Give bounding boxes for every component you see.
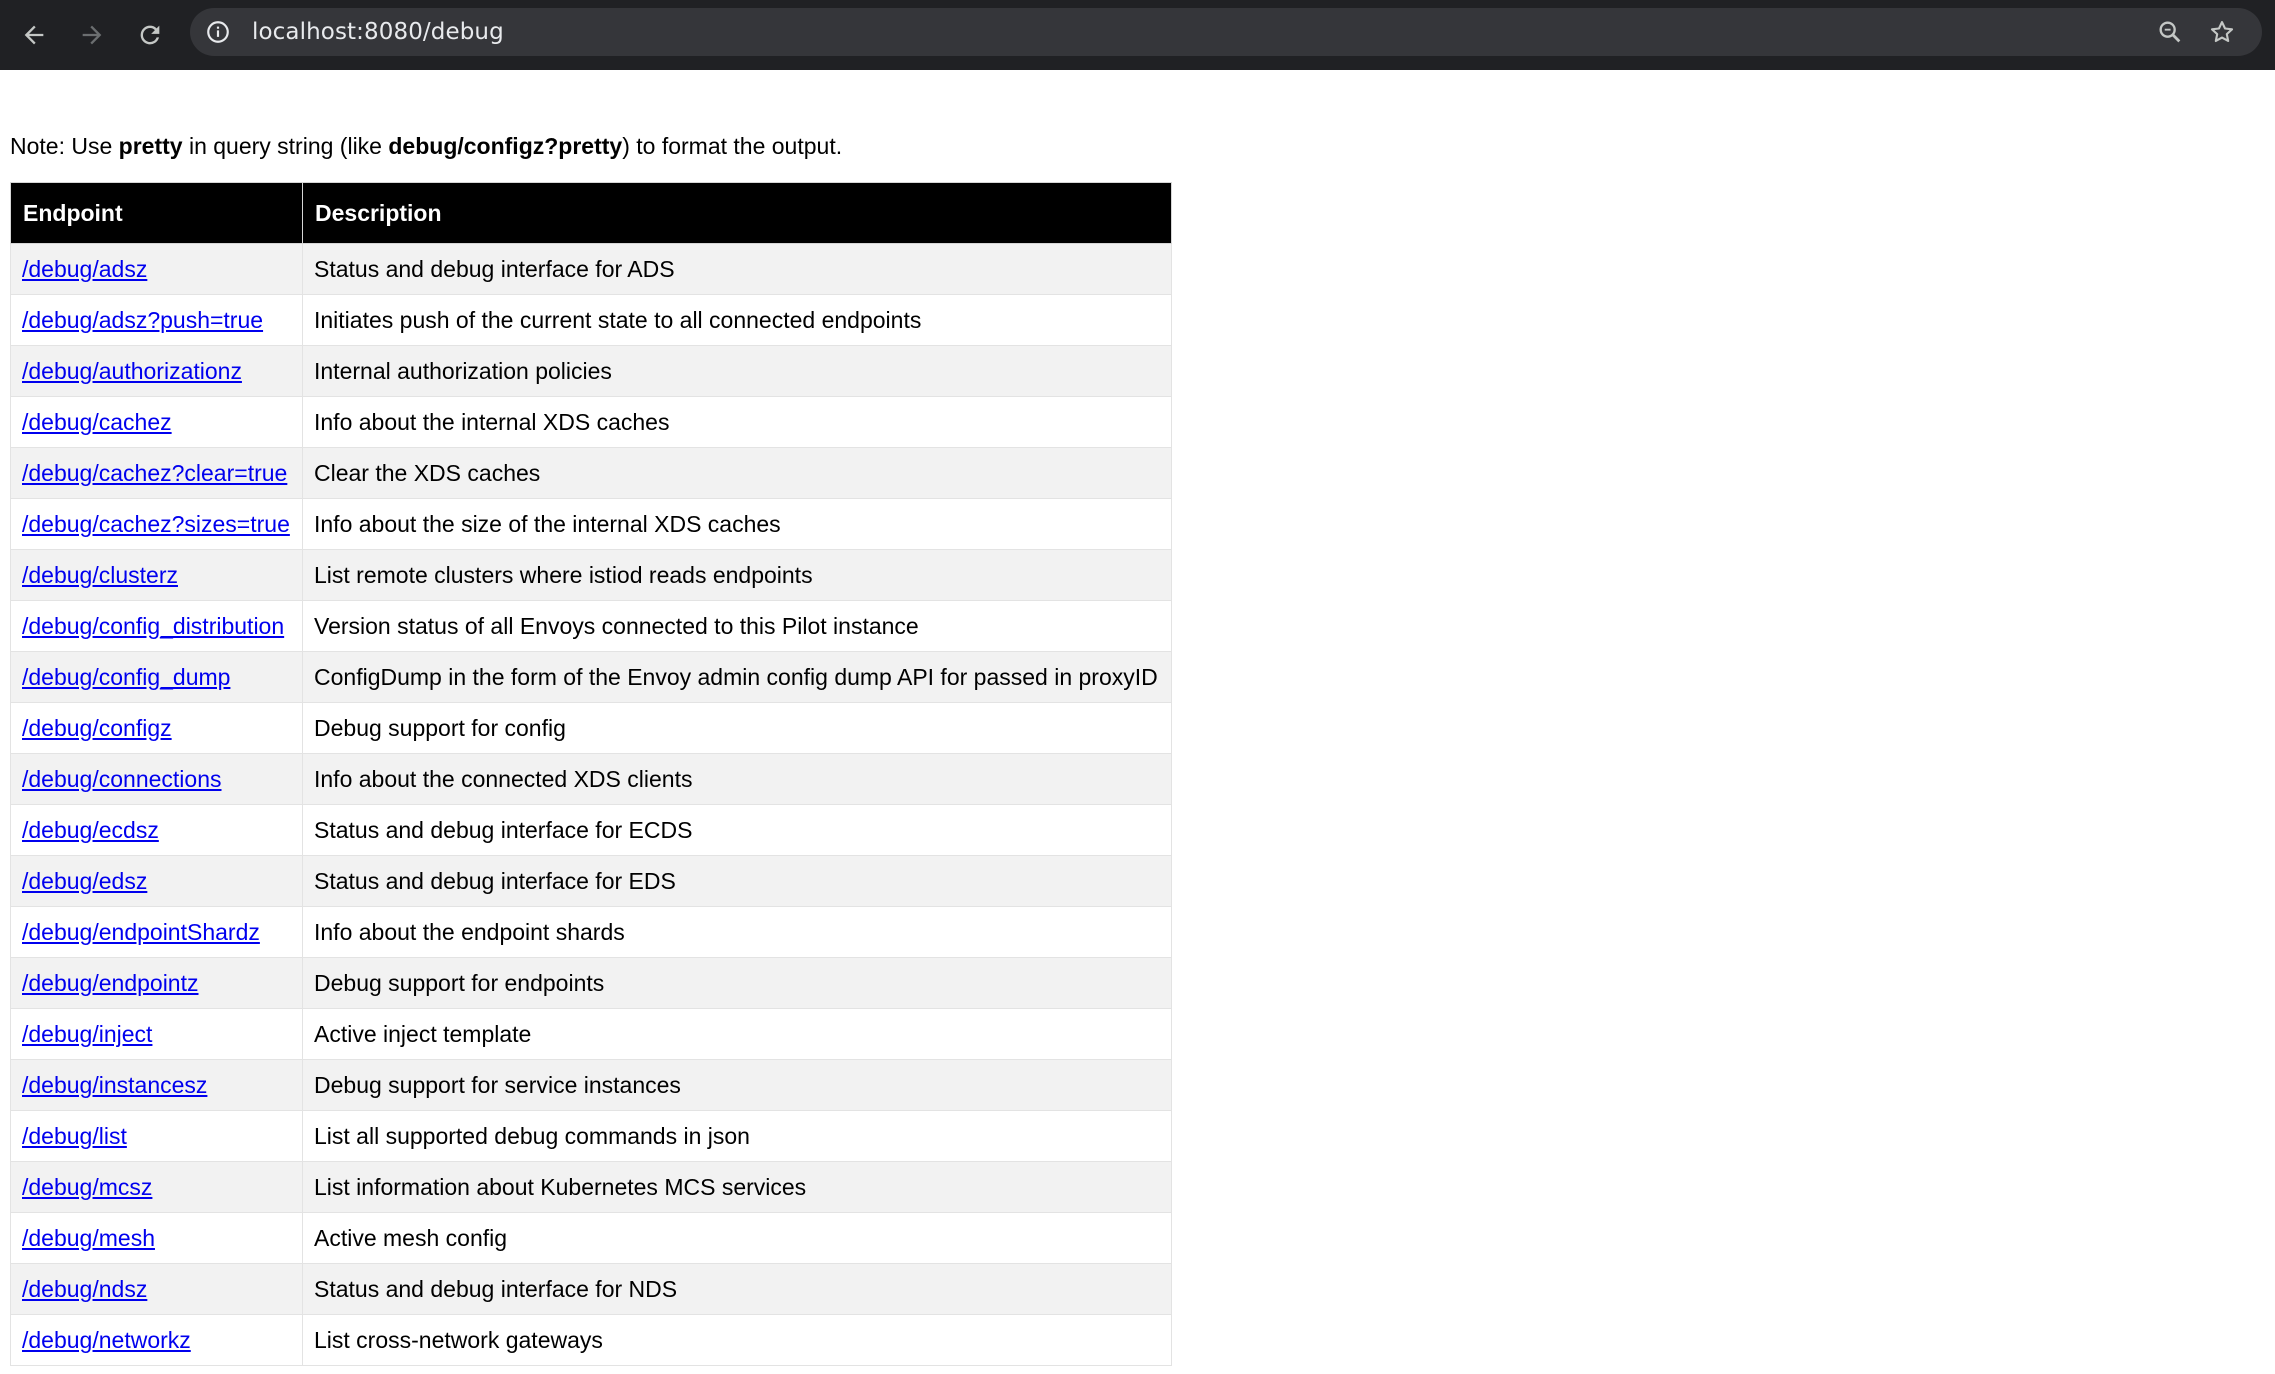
endpoint-link[interactable]: /debug/mcsz (22, 1173, 153, 1200)
description-cell: Active mesh config (303, 1213, 1172, 1264)
description-cell: Info about the size of the internal XDS caches (303, 499, 1172, 550)
description-cell: Version status of all Envoys connected to this Pilot instance (303, 601, 1172, 652)
description-cell: Info about the endpoint shards (303, 907, 1172, 958)
table-row (11, 550, 1172, 601)
endpoint-cell (11, 652, 303, 703)
description-cell: Debug support for service instances (303, 1060, 1172, 1111)
table-row (11, 805, 1172, 856)
endpoint-link[interactable]: /debug/ecdsz (22, 816, 159, 843)
description-cell: Clear the XDS caches (303, 448, 1172, 499)
table-row (11, 346, 1172, 397)
description-cell: Status and debug interface for EDS (303, 856, 1172, 907)
endpoint-link[interactable]: /debug/edsz (22, 867, 148, 894)
description-cell: Active inject template (303, 1009, 1172, 1060)
table-row (11, 958, 1172, 1009)
table-row (11, 1009, 1172, 1060)
header-endpoint: Endpoint (11, 183, 303, 244)
note-bold-pretty: pretty (118, 133, 183, 159)
endpoint-cell (11, 448, 303, 499)
endpoint-cell (11, 1111, 303, 1162)
table-row (11, 1162, 1172, 1213)
description-cell: ConfigDump in the form of the Envoy admin config dump API for passed in proxyID (303, 652, 1172, 703)
endpoint-cell (11, 1315, 303, 1366)
table-row (11, 601, 1172, 652)
endpoint-cell (11, 244, 303, 295)
table-row (11, 1213, 1172, 1264)
endpoint-link[interactable]: /debug/ndsz (22, 1275, 148, 1302)
table-row (11, 244, 1172, 295)
endpoint-link[interactable]: /debug/adsz (22, 255, 148, 282)
endpoint-cell (11, 397, 303, 448)
description-cell: Debug support for config (303, 703, 1172, 754)
description-cell: Status and debug interface for ECDS (303, 805, 1172, 856)
endpoint-link[interactable]: /debug/cachez?sizes=true (22, 510, 290, 537)
endpoint-link[interactable]: /debug/networkz (22, 1326, 191, 1353)
table-row (11, 856, 1172, 907)
arrow-left-icon (20, 21, 48, 49)
endpoint-cell (11, 856, 303, 907)
table-row (11, 397, 1172, 448)
endpoint-link[interactable]: /debug/list (22, 1122, 127, 1149)
endpoint-link[interactable]: /debug/adsz?push=true (22, 306, 264, 333)
address-bar[interactable] (190, 8, 2262, 56)
usage-note (10, 132, 842, 160)
table-row (11, 499, 1172, 550)
description-cell: Status and debug interface for NDS (303, 1264, 1172, 1315)
endpoint-link[interactable]: /debug/authorizationz (22, 357, 242, 384)
table-body (11, 244, 1172, 1366)
endpoint-cell (11, 703, 303, 754)
note-suffix: ) to format the output. (622, 133, 843, 159)
description-cell: Info about the internal XDS caches (303, 397, 1172, 448)
description-cell: Status and debug interface for ADS (303, 244, 1172, 295)
table-row (11, 295, 1172, 346)
star-icon (2208, 18, 2236, 46)
endpoint-cell (11, 1060, 303, 1111)
bookmark-button[interactable] (2200, 10, 2244, 54)
description-cell: List cross-network gateways (303, 1315, 1172, 1366)
url-text[interactable]: localhost:8080/debug (252, 19, 504, 45)
description-cell: List information about Kubernetes MCS services (303, 1162, 1172, 1213)
note-bold-example: debug/configz?pretty (388, 133, 623, 159)
zoom-icon (2156, 18, 2184, 46)
description-cell: Debug support for endpoints (303, 958, 1172, 1009)
browser-toolbar (0, 0, 2275, 70)
endpoint-link[interactable]: /debug/config_dump (22, 663, 231, 690)
table-row (11, 652, 1172, 703)
endpoint-cell (11, 1162, 303, 1213)
table-row (11, 703, 1172, 754)
note-middle: in query string (like (182, 133, 389, 159)
endpoint-cell (11, 754, 303, 805)
table-row (11, 1111, 1172, 1162)
endpoint-cell (11, 1213, 303, 1264)
endpoint-link[interactable]: /debug/connections (22, 765, 222, 792)
forward-button[interactable] (70, 13, 114, 57)
description-cell: Initiates push of the current state to all connected endpoints (303, 295, 1172, 346)
description-cell: Internal authorization policies (303, 346, 1172, 397)
endpoint-link[interactable]: /debug/endpointz (22, 969, 199, 996)
site-info-button[interactable] (196, 10, 240, 54)
endpoint-cell (11, 907, 303, 958)
endpoint-link[interactable]: /debug/cachez (22, 408, 172, 435)
table-row (11, 754, 1172, 805)
endpoint-cell (11, 1009, 303, 1060)
table-row (11, 1060, 1172, 1111)
endpoint-cell (11, 805, 303, 856)
endpoint-link[interactable]: /debug/config_distribution (22, 612, 285, 639)
endpoint-cell (11, 295, 303, 346)
endpoint-cell (11, 958, 303, 1009)
endpoint-link[interactable]: /debug/clusterz (22, 561, 178, 588)
endpoint-link[interactable]: /debug/configz (22, 714, 172, 741)
endpoints-table (10, 182, 1172, 1366)
table-row (11, 907, 1172, 958)
endpoint-cell (11, 346, 303, 397)
endpoint-link[interactable]: /debug/instancesz (22, 1071, 208, 1098)
table-row (11, 1315, 1172, 1366)
back-button[interactable] (12, 13, 56, 57)
description-cell: List remote clusters where istiod reads endpoints (303, 550, 1172, 601)
description-cell: List all supported debug commands in json (303, 1111, 1172, 1162)
arrow-right-icon (78, 21, 106, 49)
endpoint-cell (11, 550, 303, 601)
endpoint-cell (11, 499, 303, 550)
info-icon (205, 19, 231, 45)
endpoint-link[interactable]: /debug/cachez?clear=true (22, 459, 288, 486)
endpoint-link[interactable]: /debug/inject (22, 1020, 153, 1047)
reload-button[interactable] (128, 13, 172, 57)
table-row (11, 1264, 1172, 1315)
header-description: Description (303, 183, 1172, 244)
description-cell: Info about the connected XDS clients (303, 754, 1172, 805)
zoom-button[interactable] (2148, 10, 2192, 54)
reload-icon (136, 21, 164, 49)
table-row (11, 448, 1172, 499)
endpoint-link[interactable]: /debug/mesh (22, 1224, 155, 1251)
endpoint-cell (11, 1264, 303, 1315)
page-content (0, 70, 2275, 1374)
table-header-row (11, 183, 1172, 244)
note-prefix: Note: Use (10, 133, 119, 159)
endpoint-link[interactable]: /debug/endpointShardz (22, 918, 260, 945)
endpoint-cell (11, 601, 303, 652)
